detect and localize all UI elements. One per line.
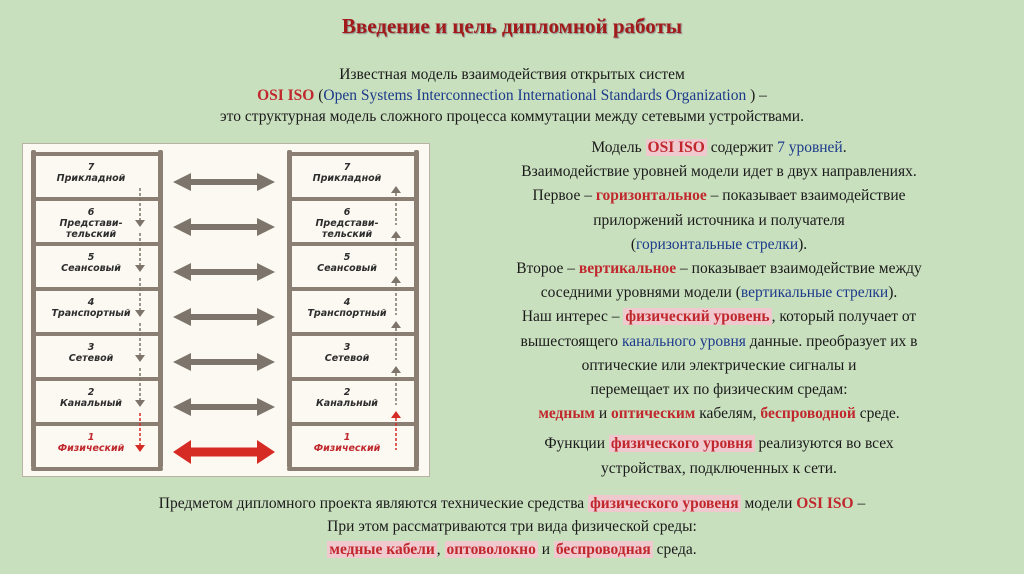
double-arrow-icon — [173, 440, 275, 464]
desc-line: Второе – вертикальное – показывает взаимодействие между — [516, 260, 922, 278]
conclusion-line-3: медные кабели , оптоволокно и беспроводная среда. — [329, 541, 697, 558]
physical-level-term: физический уровень — [625, 308, 770, 326]
horizontal-arrows-term: горизонтальные стрелки — [636, 235, 799, 253]
wireless-term: беспроводной — [760, 405, 856, 423]
osi-abbr-3: OSI ISO — [796, 495, 854, 512]
desc-line: устройствах, подключенных к сети. — [601, 459, 837, 477]
layer-number: 4 — [343, 297, 351, 308]
layer-number: 5 — [343, 252, 351, 263]
layer-name: Физический — [313, 443, 381, 454]
layer-number: 6 — [343, 207, 351, 218]
layer-name: Прикладной — [56, 173, 126, 184]
layer-name: Транспортный — [51, 308, 131, 319]
copper-term: медным — [538, 405, 595, 423]
desc-line: прилоржений источника и получателя — [593, 211, 845, 229]
physical-level-term-3: физического уровеня — [590, 495, 739, 512]
optical-term: оптическим — [611, 405, 696, 423]
layer-name: Канальный — [316, 398, 378, 409]
desc-line: Взаимодействие уровней модели идет в двух направлениях. — [521, 163, 917, 181]
double-arrow-icon — [173, 398, 275, 416]
desc-line: перемещает их по физическим средам: — [590, 381, 848, 399]
vertical-arrows-term: вертикальные стрелки — [740, 284, 889, 302]
double-arrow-icon — [173, 173, 275, 191]
conclusion-line-1: Предметом дипломного проекта являются технические средства физического уровеня модели OSI ISO – — [158, 495, 866, 512]
layer-number: 2 — [343, 387, 351, 398]
layer-name: Сеансовый — [317, 263, 377, 274]
layer-name: Канальный — [60, 398, 122, 409]
double-arrow-icon — [173, 263, 275, 281]
layer-name: тельский — [321, 229, 373, 240]
slide-title: Введение и цель дипломной работы — [341, 14, 683, 38]
fiber-term: оптоволокно — [446, 541, 536, 558]
desc-line: Функции физического уровня реализуются во всех — [544, 435, 894, 453]
horizontal-arrows — [23, 144, 429, 476]
conclusion-line-2: При этом рассматриваются три вида физической среды: — [327, 518, 697, 535]
layer-number: 3 — [87, 342, 95, 353]
desc-line: соседними уровнями модели (вертикальные стрелки). — [540, 284, 898, 302]
layer-name: Транспортный — [307, 308, 387, 319]
desc-line: Наш интерес – физический уровень , который получает от — [521, 308, 917, 326]
layer-name: Физический — [57, 443, 125, 454]
physical-level-term-2: физического уровня — [610, 435, 753, 453]
layer-number: 1 — [343, 432, 351, 443]
desc-line: (горизонтальные стрелки). — [630, 235, 808, 253]
intro-line-2 — [60, 85, 964, 106]
osi-diagram — [22, 143, 430, 477]
vertical-term: вертикальное — [578, 260, 677, 278]
wireless-term-2: беспроводная — [555, 541, 651, 558]
osi-full-name: Open Systems Interconnection International Standards Organization — [323, 87, 747, 104]
conclusion-text — [20, 492, 1004, 561]
double-arrow-icon — [173, 218, 275, 236]
intro-line-1: Известная модель взаимодействия открытых систем — [339, 66, 685, 83]
desc-line: Первое – горизонтальное – показывает взаимодействие — [532, 187, 906, 205]
layer-name: Сеансовый — [61, 263, 121, 274]
layer-number: 4 — [87, 297, 95, 308]
channel-level-term: канального уровня — [621, 332, 746, 350]
desc-line: Модель OSI ISO содержит 7 уровней. — [591, 139, 847, 156]
layer-number: 2 — [87, 387, 95, 398]
desc-line: оптические или электрические сигналы и — [581, 356, 857, 374]
layer-name: Представи- — [59, 218, 123, 229]
paren-close: ) – — [746, 87, 767, 104]
copper-cables-term: медные кабели — [329, 541, 435, 558]
double-arrow-icon — [173, 308, 275, 326]
intro-line-3: это структурная модель сложного процесса коммутации между сетевыми устройствами. — [220, 108, 804, 125]
desc-line: вышестоящего канального уровня данные. преобразует их в — [520, 332, 918, 350]
seven-levels: 7 уровней — [777, 139, 843, 156]
osi-abbr-2: OSI ISO — [647, 139, 705, 156]
layer-name: тельский — [65, 229, 117, 240]
layer-number: 6 — [87, 207, 95, 218]
description-text — [434, 136, 1004, 481]
paren-open: ( — [314, 87, 324, 104]
layer-number: 1 — [87, 432, 95, 443]
double-arrow-icon — [173, 353, 275, 371]
layer-name: Сетевой — [68, 353, 114, 364]
osi-abbr: OSI ISO — [257, 87, 315, 104]
intro-text — [60, 64, 964, 127]
layer-number: 7 — [87, 162, 95, 173]
layer-name: Сетевой — [324, 353, 370, 364]
layer-number: 3 — [343, 342, 351, 353]
horizontal-term: горизонтальное — [595, 187, 707, 205]
layer-number: 7 — [343, 162, 351, 173]
desc-line: медным и оптическим кабелям, беспроводной среде. — [538, 405, 900, 423]
layer-name: Представи- — [315, 218, 379, 229]
layer-name: Прикладной — [312, 173, 382, 184]
layer-number: 5 — [87, 252, 95, 263]
